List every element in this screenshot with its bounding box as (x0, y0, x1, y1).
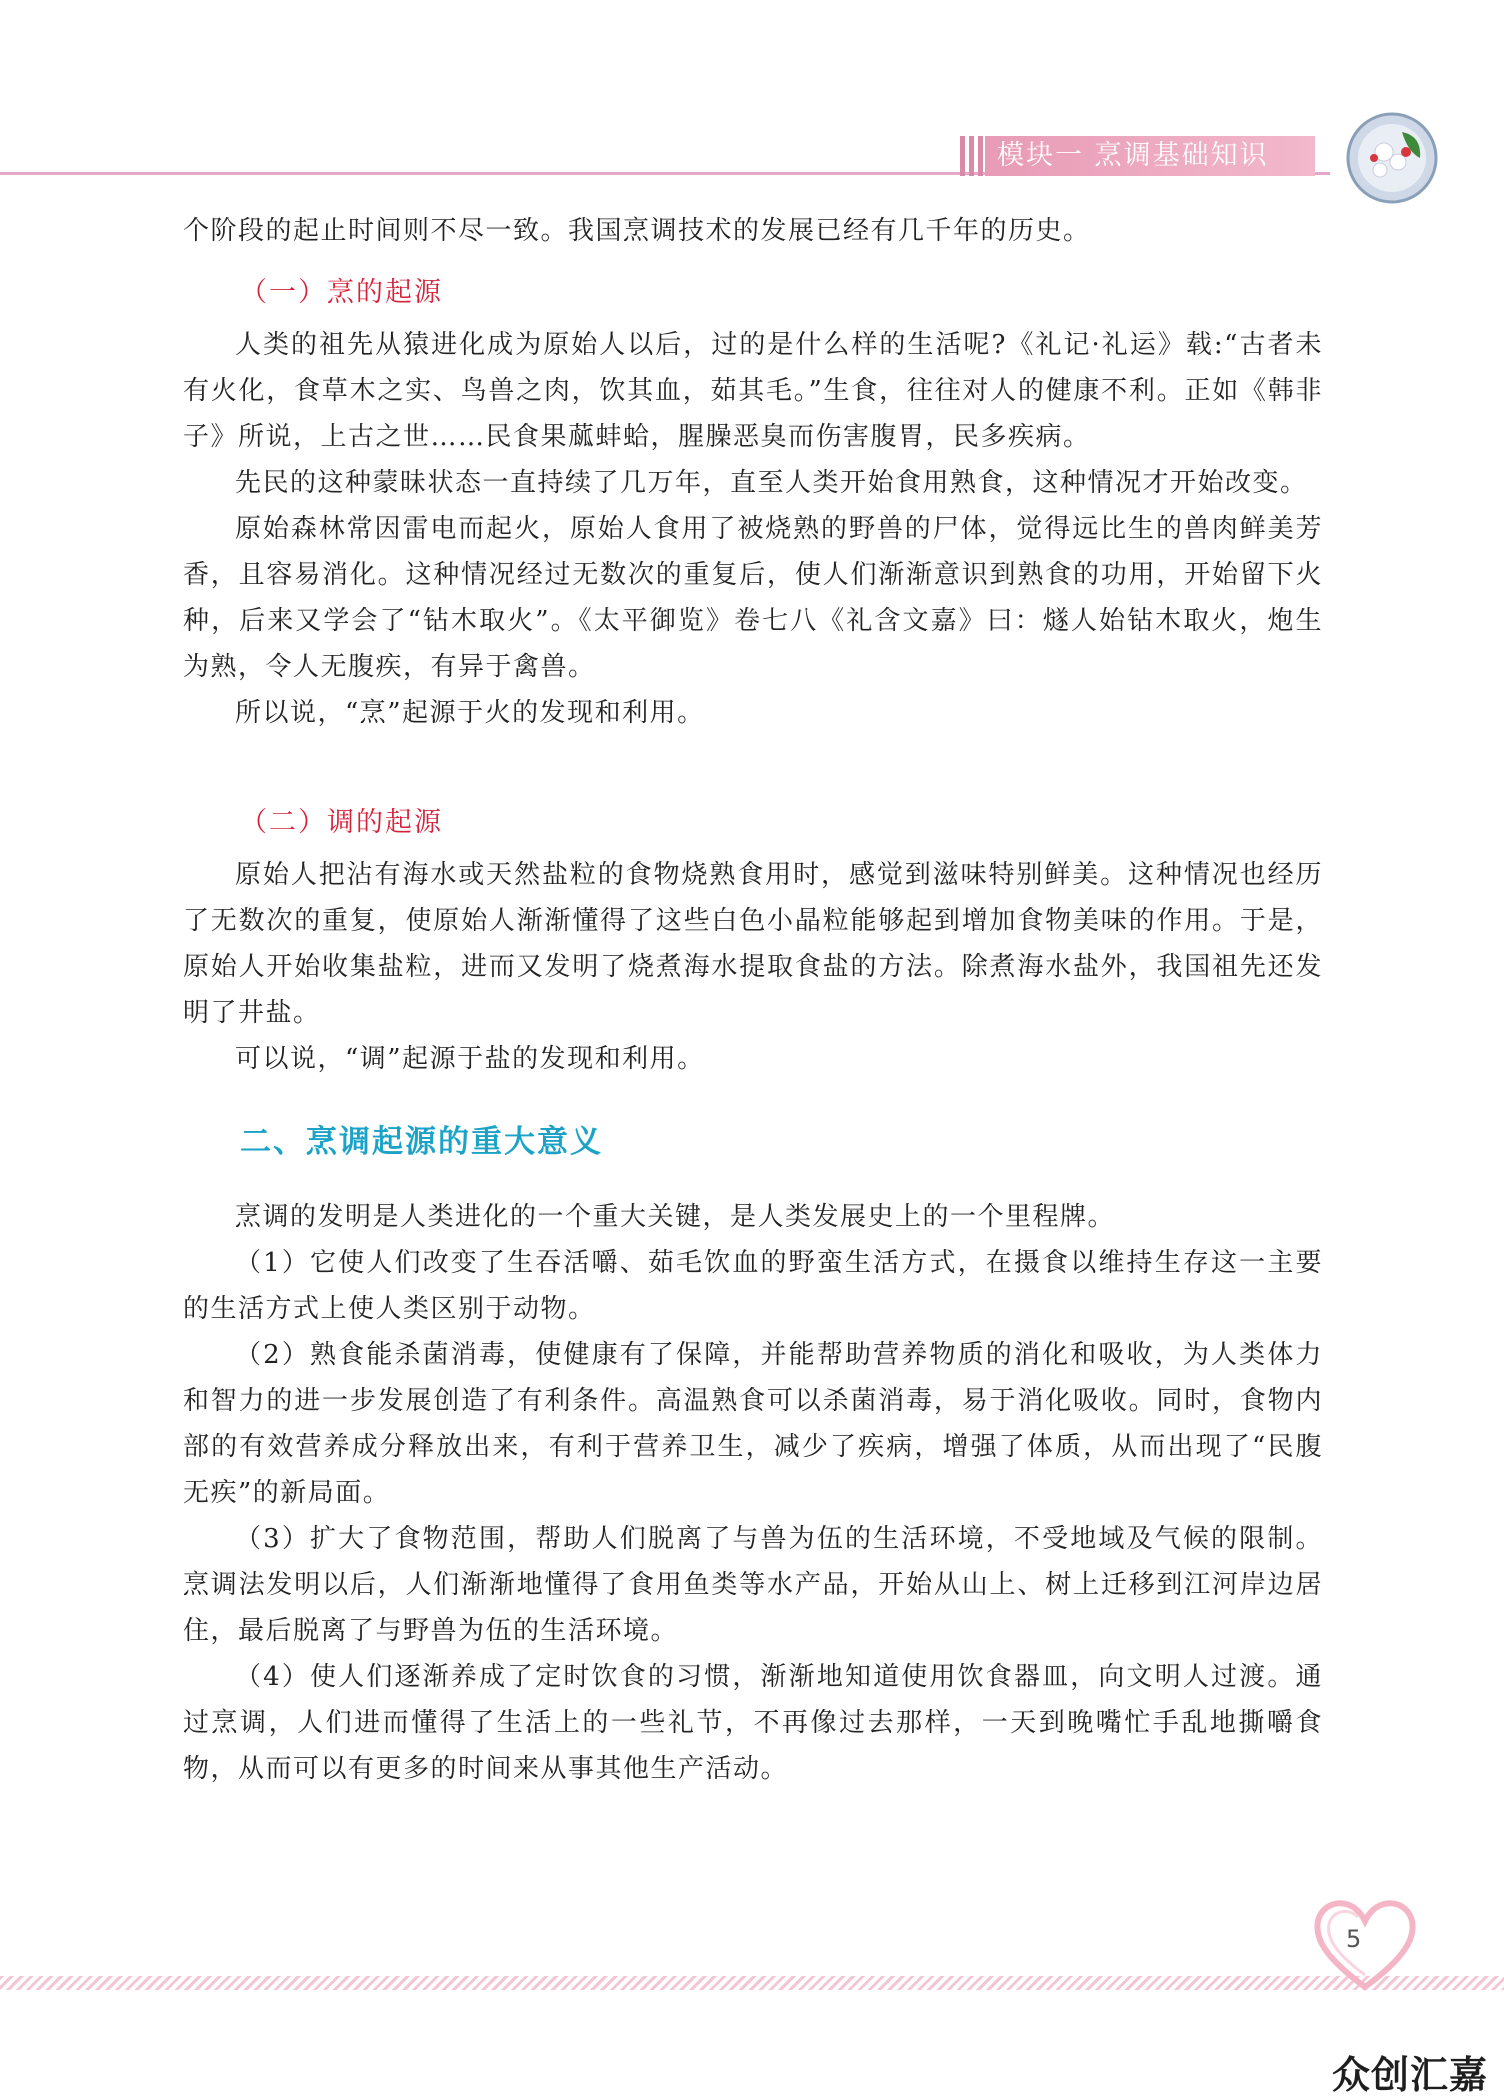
heart-icon (1310, 1895, 1420, 1995)
header-bars-decoration (960, 136, 986, 176)
paragraph: 所以说，“烹”起源于火的发现和利用。 (235, 698, 705, 728)
paragraph: 可以说，“调”起源于盐的发现和利用。 (235, 1044, 705, 1074)
paragraph: （4）使人们逐渐养成了定时饮食的习惯，渐渐地知道使用饮食器皿，向文明人过渡。通过烹调，人们进而懂得了生活上的一些礼节，不再像过去那样，一天到晚嘴忙手乱地撕嚼食物，从而可以有更多的时间来从事其他生产活动。 (183, 1662, 1323, 1784)
food-plate-icon (1340, 112, 1444, 204)
sub2-body (183, 852, 1323, 1082)
paragraph: 先民的这种蒙昧状态一直持续了几万年，直至人类开始食用熟食，这种情况才开始改变。 (235, 468, 1308, 498)
module-label: 模块一 烹调基础知识 (985, 136, 1315, 176)
intro-line: 个阶段的起止时间则不尽一致。我国烹调技术的发展已经有几千年的历史。 (183, 216, 1091, 246)
page-number: 5 (1346, 1925, 1362, 1953)
paragraph: （1）它使人们改变了生吞活嚼、茹毛饮血的野蛮生活方式，在摄食以维持生存这一主要的生活方式上使人类区别于动物。 (183, 1248, 1323, 1324)
paragraph: 原始森林常因雷电而起火，原始人食用了被烧熟的野兽的尸体，觉得远比生的兽肉鲜美芳香，且容易消化。这种情况经过无数次的重复后，使人们渐渐意识到熟食的功用，开始留下火种，后来又学会了“钻木取火”。《太平御览》卷七八《礼含文嘉》曰：燧人始钻木取火，炮生为熟，令人无腹疾，有异于禽兽。 (183, 514, 1323, 682)
subheading-seasoning-origin: （二）调的起源 (240, 807, 443, 838)
paragraph: 人类的祖先从猿进化成为原始人以后，过的是什么样的生活呢?《礼记·礼运》载:“古者未有火化，食草木之实、鸟兽之肉，饮其血，茹其毛。”生食，往往对人的健康不利。正如《韩非子》所说，上古之世……民食果蓏蚌蛤，腥臊恶臭而伤害腹胃，民多疾病。 (183, 330, 1323, 452)
sub1-body (183, 322, 1323, 736)
section2-body (183, 1194, 1323, 1792)
subheading-cooking-origin: （一）烹的起源 (240, 277, 443, 308)
watermark-text: 众创汇嘉 (1332, 2053, 1489, 2097)
paragraph: （2）熟食能杀菌消毒，使健康有了保障，并能帮助营养物质的消化和吸收，为人类体力和智力的进一步发展创造了有利条件。高温熟食可以杀菌消毒，易于消化吸收。同时，食物内部的有效营养成分释放出来，有利于营养卫生，减少了疾病，增强了体质，从而出现了“民腹无疾”的新局面。 (183, 1340, 1323, 1508)
paragraph: 原始人把沾有海水或天然盐粒的食物烧熟食用时，感觉到滋味特别鲜美。这种情况也经历了无数次的重复，使原始人渐渐懂得了这些白色小晶粒能够起到增加食物美味的作用。于是，原始人开始收集盐粒，进而又发明了烧煮海水提取食盐的方法。除煮海水盐外，我国祖先还发明了井盐。 (183, 860, 1323, 1028)
paragraph: （3）扩大了食物范围，帮助人们脱离了与兽为伍的生活环境，不受地域及气候的限制。烹调法发明以后，人们渐渐地懂得了食用鱼类等水产品，开始从山上、树上迁移到江河岸边居住，最后脱离了与野兽为伍的生活环境。 (183, 1524, 1323, 1646)
intro-text (183, 208, 1323, 254)
paragraph: 烹调的发明是人类进化的一个重大关键，是人类发展史上的一个里程牌。 (235, 1202, 1116, 1232)
footer-strip-decoration (0, 1976, 1504, 1990)
section-heading-significance: 二、烹调起源的重大意义 (240, 1124, 603, 1160)
